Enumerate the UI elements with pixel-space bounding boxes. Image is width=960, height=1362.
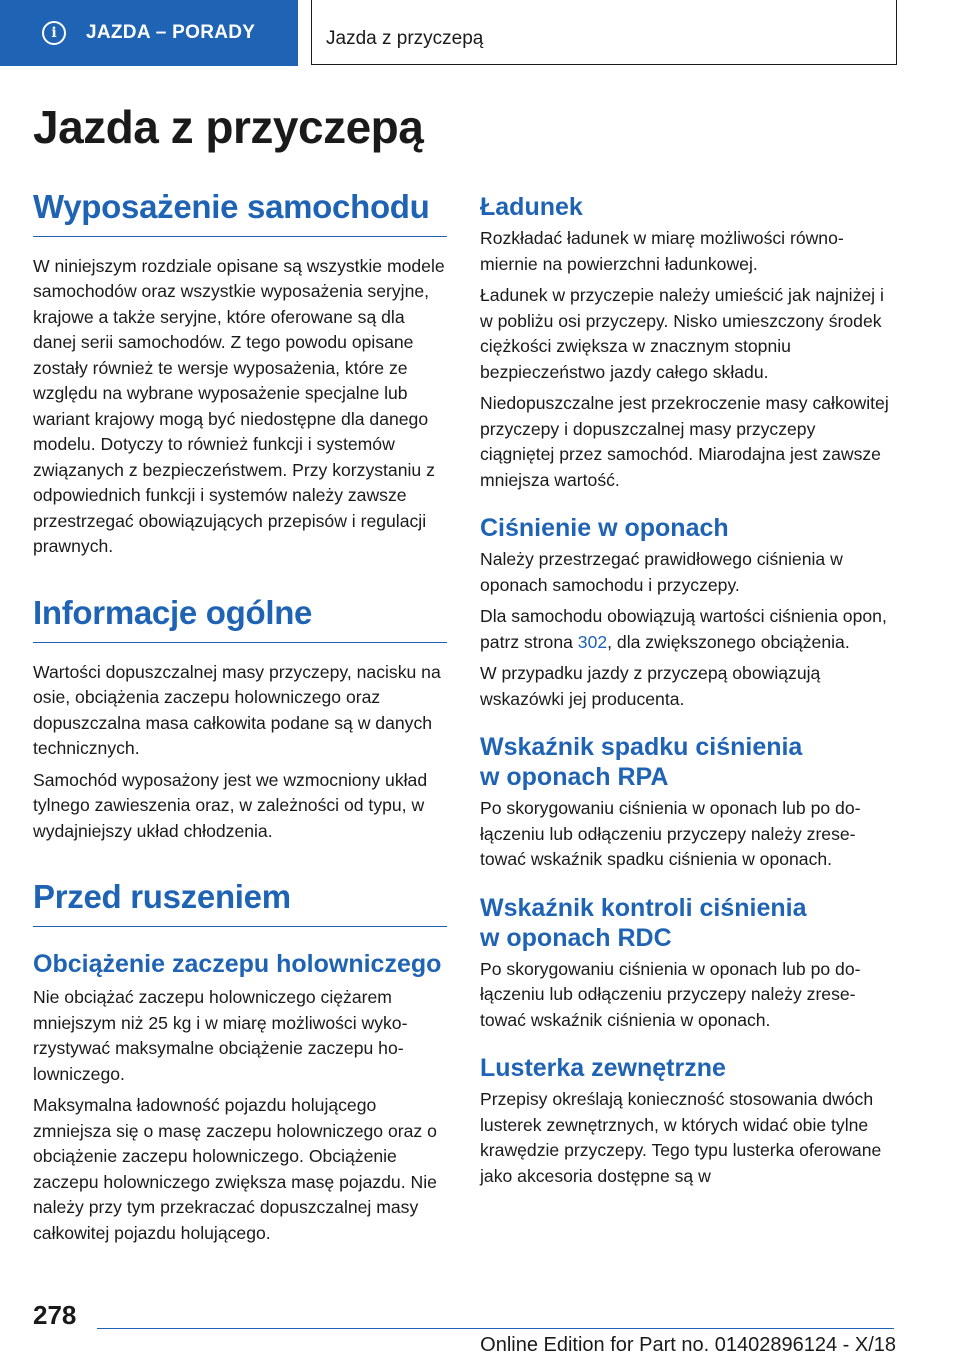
subheading-rdc-line-1: Wskaźnik kontroli ciśnienia xyxy=(480,893,807,922)
paragraph-cisnienie-3: W przypadku jazdy z przyczepą obowiązują wskazówki jej producenta. xyxy=(480,663,821,709)
heading-wyposazenie: Wyposażenie samochodu xyxy=(33,188,447,237)
footer-edition: Online Edition for Part no. 01402896124 - X/18 xyxy=(480,1334,896,1356)
subheading-obciazenie: Obciążenie zaczepu holowniczego xyxy=(33,950,442,979)
paragraph-lusterka: Przepisy określają konieczność stosowania dwóch lusterek zewnętrznych, w których widać obie tylne krawędzie przyczepy. Tego typu lusterka oferowane jako akcesoria dostępne są w xyxy=(480,1089,882,1186)
paragraph-ladunek-3: Niedopuszczalne jest przekroczenie masy całkowitej przyczepy i dopuszczalnej masy przyczepy ciągniętej przez samochód. Miarodajna jest zawsze mniejsza wartość. xyxy=(480,393,889,490)
paragraph-cisnienie-2-text-a: Dla samochodu obowiązują wartości ciśnienia opon, patrz strona xyxy=(480,606,887,652)
subheading-rpa xyxy=(480,732,894,792)
paragraph-wyposazenie: W niniejszym rozdziale opisane są wszystkie modele samochodów oraz wszystkie wyposażenia seryjne, krajowe a także seryjne, które oferowane są dla danej serii samochodów. Z tego powodu opisane zostały również te wersje wyposażenia, które ze względu na wybrane wyposażenie specjalne lub wariant krajowy mogą być niedostępne dla danego modelu. Dotyczy to również funkcji i systemów związanych z bezpieczeństwem. Przy korzystaniu z odpowiednich funkcji i systemów należy zawsze przestrzegać obowiązujących przepisów i regulacji prawnych. xyxy=(33,255,445,557)
left-column xyxy=(33,188,447,1246)
header-bar xyxy=(0,0,960,66)
breadcrumb xyxy=(311,0,897,65)
paragraph-cisnienie-2-text-b: , dla zwiększonego obciążenia. xyxy=(607,631,850,652)
paragraph-rpa: Po skorygowaniu ciśnienia w oponach lub po dołączeniu lub odłączeniu przyczepy należy zresetować wskaźnik spadku ciśnienia w oponach. xyxy=(480,798,861,869)
paragraph-informacje-1: Wartości dopuszczalnej masy przyczepy, nacisku na osie, obciążenia zaczepu holowniczego oraz dopuszczalna masa całkowita podane są w danych technicznych. xyxy=(33,661,441,759)
section-tab[interactable] xyxy=(0,0,298,66)
subheading-cisnienie: Ciśnienie w oponach xyxy=(480,514,729,542)
page-number: 278 xyxy=(33,1300,77,1330)
heading-informacje: Informacje ogólne xyxy=(33,594,447,643)
paragraph-ladunek-1: Rozkładać ładunek w miarę możliwości równomiernie na powierzchni ładunkowej. xyxy=(480,228,844,274)
paragraph-rdc: Po skorygowaniu ciśnienia w oponach lub po dołączeniu lub odłączeniu przyczepy należy zresetować wskaźnik ciśnienia w oponach. xyxy=(480,958,861,1030)
subheading-rpa-line-1: Wskaźnik spadku ciśnienia xyxy=(480,733,803,761)
paragraph-obciazenie-1: Nie obciążać zaczepu holowniczego ciężarem mniejszym niż 25 kg i w miarę możliwości wykorzystywać maksymalne obciążenie zaczepu holowniczego. xyxy=(33,987,408,1084)
right-column xyxy=(480,188,894,1189)
paragraph-cisnienie-2 xyxy=(480,604,894,655)
subheading-lusterka: Lusterka zewnętrzne xyxy=(480,1054,726,1082)
subheading-ladunek: Ładunek xyxy=(480,193,583,221)
page-link-302[interactable]: 302 xyxy=(577,631,608,652)
section-label: JAZDA – PORADY xyxy=(86,22,256,43)
paragraph-obciazenie-2: Maksymalna ładowność pojazdu holującego zmniejsza się o masę zaczepu holowniczego oraz o obciążenie zaczepu holowniczego. Obciążenie zaczepu holowniczego zwiększa masę pojazdu. Nie należy przy tym przekraczać dopuszczalnej masy całkowitej pojazdu holującego. xyxy=(33,1095,437,1243)
breadcrumb-label: Jazda z przyczepą xyxy=(326,28,484,49)
page-title: Jazda z przyczepą xyxy=(33,101,424,153)
paragraph-cisnienie-1: Należy przestrzegać prawidłowego ciśnienia w oponach samochodu i przyczepy. xyxy=(480,549,843,595)
subheading-rpa-line-2: w oponach RPA xyxy=(480,763,669,791)
footer-divider xyxy=(97,1328,894,1329)
info-icon: i xyxy=(42,21,66,45)
heading-przed-ruszeniem: Przed ruszeniem xyxy=(33,878,447,927)
paragraph-ladunek-2: Ładunek w przyczepie należy umieścić jak najniżej i w pobliżu osi przyczepy. Nisko umieszczony środek ciężkości zwiększa w znacznym stopniu bezpieczeństwo jazdy całego składu. xyxy=(480,285,884,382)
subheading-rdc xyxy=(480,893,894,953)
paragraph-informacje-2: Samochód wyposażony jest we wzmocniony układ tylnego zawieszenia oraz, w zależności od typu, w wydajniejszy układ chłodzenia. xyxy=(33,769,428,841)
subheading-rdc-line-2: w oponach RDC xyxy=(480,923,672,952)
